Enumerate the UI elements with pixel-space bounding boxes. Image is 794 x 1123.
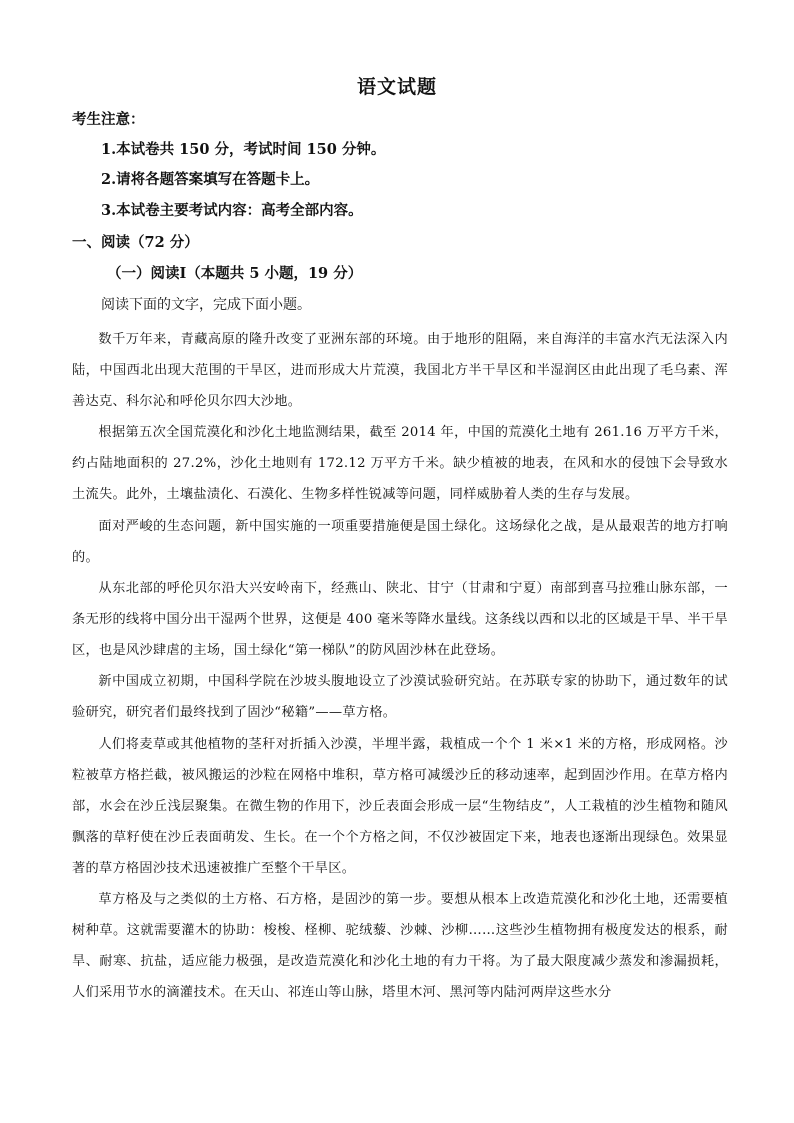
reading-instruction: 阅读下面的文字，完成下面小题。 (101, 297, 311, 313)
notice-heading: 考生注意： (72, 111, 145, 128)
notice-item: 3.本试卷主要考试内容：高考全部内容。 (101, 202, 363, 219)
passage-paragraph: 草方格及与之类似的土方格、石方格，是固沙的第一步。要想从根本上改造荒漠化和沙化土地，还需要植树种草。这就需要灌木的协助：梭梭、柽柳、驼绒藜、沙棘、沙柳……这些沙生植物拥有极度发达的根系，耐旱、耐寒、抗盐，适应能力极强，是改造荒漠化和沙化土地的有力干将。为了最大限度减少蒸发和渗漏损耗，人们采用节水的滴灌技术。在天山、祁连山等山脉，塔里木河、黑河等内陆河两岸这些水分 (72, 892, 728, 1000)
page-title: 语文试题 (356, 76, 437, 98)
notice-item: 1.本试卷共 150 分，考试时间 150 分钟。 (101, 141, 386, 158)
notice-item: 2.请将各题答案填写在答题卡上。 (101, 171, 320, 188)
passage-paragraph: 新中国成立初期，中国科学院在沙坡头腹地设立了沙漠试验研究站。在苏联专家的协助下，通过数年的试验研究，研究者们最终找到了固沙“秘籍”——草方格。 (72, 674, 728, 720)
section-heading: 一、阅读（72 分） (72, 234, 199, 251)
passage-paragraph: 从东北部的呼伦贝尔沿大兴安岭南下，经燕山、陕北、甘宁（甘肃和宁夏）南部到喜马拉雅山脉东部，一条无形的线将中国分出干湿两个世界，这便是 400 毫米等降水量线。这条线以西和以北的区域是干旱、半干旱区，也是风沙肆虐的主场，国土绿化“第一梯队”的防风固沙林在此登场。 (72, 581, 728, 658)
passage-paragraph: 人们将麦草或其他植物的茎秆对折插入沙漠，半埋半露，栽植成一个个 1 米×1 米的方格，形成网格。沙粒被草方格拦截，被风搬运的沙粒在网格中堆积，草方格可减缓沙丘的移动速率，起到固沙作用。在草方格内部，水会在沙丘浅层聚集。在微生物的作用下，沙丘表面会形成一层“生物结皮”，人工栽植的沙生植物和随风飘落的草籽使在沙丘表面萌发、生长。在一个个方格之间，不仅沙被固定下来，地表也逐渐出现绿色。效果显著的草方格固沙技术迅速被推广至整个干旱区。 (72, 737, 728, 876)
passage-paragraph: 根据第五次全国荒漠化和沙化土地监测结果，截至 2014 年，中国的荒漠化土地有 261.16 万平方千米，约占陆地面积的 27.2%，沙化土地则有 172.12 万平方千米。缺少植被的地表，在风和水的侵蚀下会导致水土流失。此外，土壤盐渍化、石漠化、生物多样性锐减等问题，同样威胁着人类的生存与发展。 (72, 425, 728, 502)
passage-paragraph: 数千万年来，青藏高原的隆升改变了亚洲东部的环境。由于地形的阻隔，来自海洋的丰富水汽无法深入内陆，中国西北出现大范围的干旱区，进而形成大片荒漠，我国北方半干旱区和半湿润区由此出现了毛乌素、浑善达克、科尔沁和呼伦贝尔四大沙地。 (72, 332, 728, 409)
passage-paragraph: 面对严峻的生态问题，新中国实施的一项重要措施便是国土绿化。这场绿化之战，是从最艰苦的地方打响的。 (72, 519, 728, 565)
subsection-heading: （一）阅读Ⅰ（本题共 5 小题，19 分） (107, 265, 363, 282)
